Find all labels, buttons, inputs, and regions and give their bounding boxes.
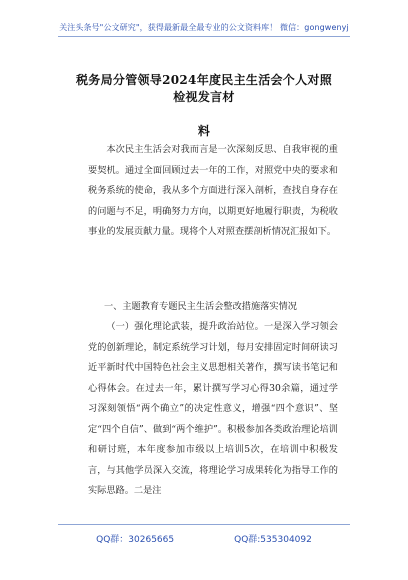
header-banner: 关注头条号"公文研究"，获得最新最全最专业的公文资料库！ 微信：gongwenyj xyxy=(59,23,349,32)
paragraph-theory: （一）强化理论武装，提升政治站位。一是深入学习领会党的创新理论，制定系统学习计划，每月安排固定时间研读习近平新时代中国特色社会主义思想相关著作，撰写读书笔记和心得体会。在过去一年，累计撰写学习心得30余篇，通过学习深刻领悟“两个确立”的决定性意义，增强“四个意识”、坚定“四个自信”、做到“两个维护”。积极参加各类政治理论培训和研讨班，本年度参加市级以上培训5次，在培训中积极发言，与其他学员深入交流，将理论学习成果转化为指导工作的实际思路。二是注 xyxy=(88,321,338,496)
footer xyxy=(0,532,408,545)
document-title-continued: 料 xyxy=(197,124,211,138)
footer-qq-group-2: QQ群:535304092 xyxy=(234,535,312,545)
header-divider xyxy=(58,36,350,37)
footer-qq-group-1: QQ群：30265665 xyxy=(96,535,175,545)
section-heading: 一、主题教育专题民主生活会整改措施落实情况 xyxy=(104,301,297,312)
footer-divider xyxy=(58,524,350,525)
document-title: 税务局分管领导2024年度民主生活会个人对照检视发言材 xyxy=(76,73,332,104)
paragraph-intro: 本次民主生活会对我而言是一次深刻反思、自我审视的重要契机。通过全面回顾过去一年的工作，对照党中央的要求和税务系统的使命，我从多个方面进行深入剖析，查找自身存在的问题与不足，明确努力方向，以期更好地履行职责，为税收事业的发展贡献力量。现将个人对照查摆剖析情况汇报如下。 xyxy=(88,144,338,237)
